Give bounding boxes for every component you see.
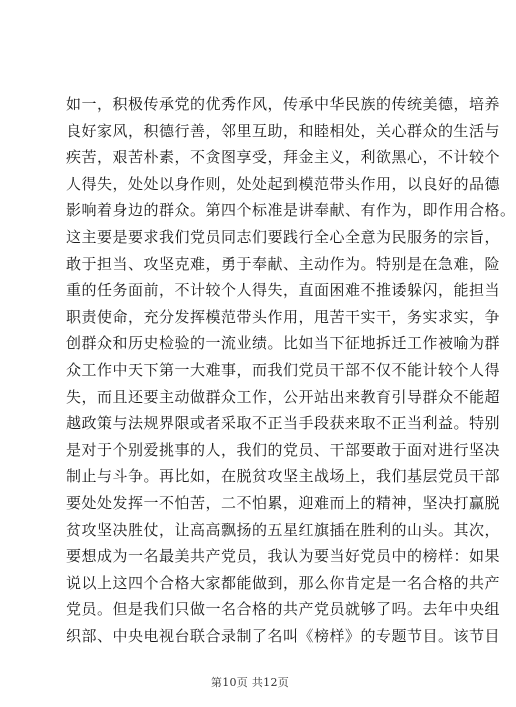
text-line: 制止与斗争。再比如，在脱贫攻坚主战场上，我们基层党员干部 bbox=[66, 467, 501, 486]
text-line: 人得失，处处以身作则，处处起到模范带头作用，以良好的品德 bbox=[66, 174, 501, 193]
text-line: 贫攻坚决胜仗，让高高飘扬的五星红旗插在胜利的山头。其次， bbox=[66, 520, 501, 539]
text-line: 良好家风，积德行善，邻里互助，和睦相处，关心群众的生活与 bbox=[66, 121, 501, 140]
text-line: 失，而且还要主动做群众工作，公开站出来教育引导群众不能超 bbox=[66, 387, 501, 406]
page-number-footer: 第10页 共12页 bbox=[210, 676, 290, 689]
text-line: 说以上这四个合格大家都能做到，那么你肯定是一名合格的共产 bbox=[66, 573, 501, 592]
text-line: 党员。但是我们只做一名合格的共产党员就够了吗。去年中央组 bbox=[66, 600, 501, 619]
text-line: 这主要是要求我们党员同志们要践行全心全意为民服务的宗旨， bbox=[66, 227, 501, 246]
text-line: 越政策与法规界限或者采取不正当手段获来取不正当利益。特别 bbox=[66, 414, 501, 433]
text-line: 是对于个别爱挑事的人，我们的党员、干部要敢于面对进行坚决 bbox=[66, 440, 501, 459]
text-line: 重的任务面前，不计较个人得失，直面困难不推诿躲闪，能担当 bbox=[66, 281, 501, 300]
text-line: 影响着身边的群众。第四个标准是讲奉献、有作为，即作用合格。 bbox=[66, 201, 516, 220]
text-line: 如一，积极传承党的优秀作风，传承中华民族的传统美德，培养 bbox=[66, 95, 501, 113]
text-line: 众工作中天下第一大难事，而我们党员干部不仅不能计较个人得 bbox=[66, 360, 501, 379]
text-line: 创群众和历史检验的一流业绩。比如当下征地拆迁工作被喻为群 bbox=[66, 334, 501, 353]
text-line: 织部、中央电视台联合录制了名叫《榜样》的专题节目。该节目 bbox=[66, 626, 501, 645]
text-line: 要想成为一名最美共产党员，我认为要当好党员中的榜样：如果 bbox=[66, 547, 501, 566]
text-line: 要处处发挥一不怕苦，二不怕累，迎难而上的精神，坚决打赢脱 bbox=[66, 493, 501, 512]
text-line: 职责使命，充分发挥模范带头作用，甩苦干实干，务实求实，争 bbox=[66, 307, 501, 326]
text-line: 疾苦，艰苦朴素，不贪图享受，拜金主义，利欲黑心，不计较个 bbox=[66, 148, 501, 167]
text-line: 敢于担当、攻坚克难，勇于奉献、主动作为。特别是在急难，险 bbox=[66, 254, 501, 273]
body-paragraph bbox=[66, 91, 516, 649]
